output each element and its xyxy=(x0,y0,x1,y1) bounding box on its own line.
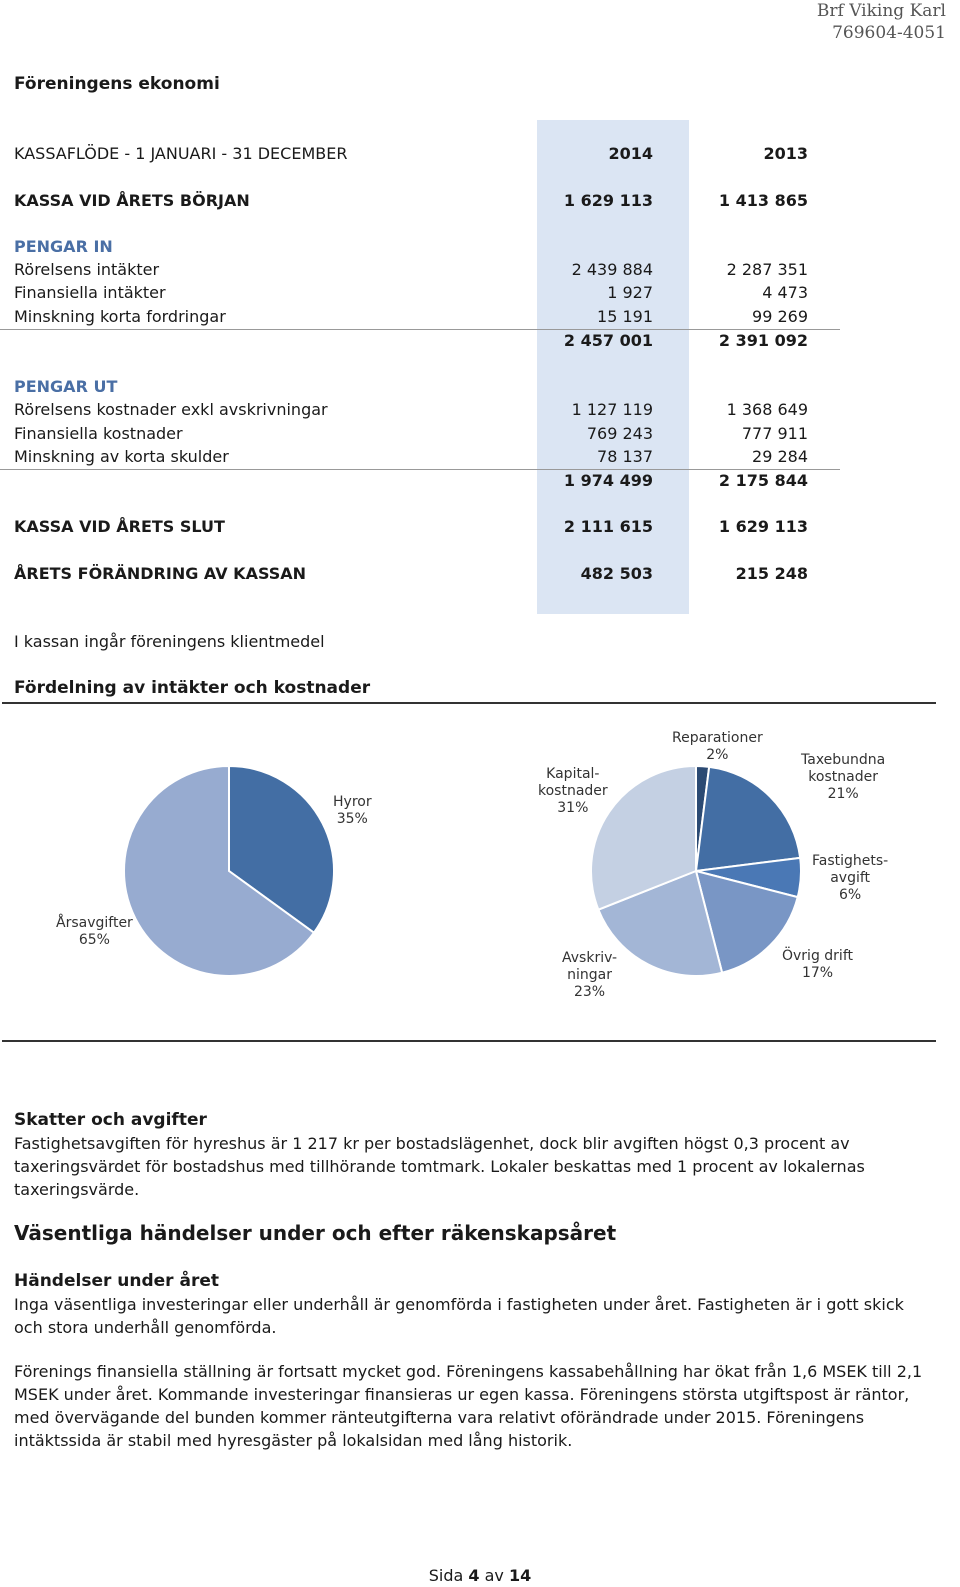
in-total-row xyxy=(14,330,814,352)
row-value-2014: 1 927 xyxy=(607,283,653,302)
taxes-text: Fastighetsavgiften för hyreshus är 1 217 kr per bostadslägenhet, dock blir avgiften högst 0,3 procent av taxeringsvärdet för bostadshus med tillhörande tomtmark. Lokaler beskattas med 1 procent av lokalernas taxeringsvärde. xyxy=(14,1134,865,1199)
section-title: Föreningens ekonomi xyxy=(14,74,220,94)
row-value-2014: 1 127 119 xyxy=(571,400,653,419)
year-2013: 2013 xyxy=(763,144,808,163)
row-value-2013: 2 287 351 xyxy=(726,260,808,279)
row-label: Minskning av korta skulder xyxy=(14,447,229,466)
in-total-2014: 2 457 001 xyxy=(563,331,653,350)
closing-balance-row xyxy=(14,516,814,538)
costs-pie-chart xyxy=(591,766,801,976)
events-section xyxy=(14,1270,934,1339)
table-row xyxy=(14,399,814,421)
taxes-section xyxy=(14,1109,934,1201)
income-pie-chart xyxy=(124,766,334,976)
in-total-2013: 2 391 092 xyxy=(718,331,808,350)
row-value-2014: 2 439 884 xyxy=(571,260,653,279)
table-row xyxy=(14,446,814,468)
footer-prefix: Sida xyxy=(428,1566,464,1585)
pie-label-hyror: Hyror 35% xyxy=(333,794,372,827)
closing-2013: 1 629 113 xyxy=(718,517,808,536)
cashflow-title: KASSAFLÖDE - 1 JANUARI - 31 DECEMBER xyxy=(14,144,348,163)
pie-label-kapitalkostnader: Kapital- kostnader 31% xyxy=(538,766,608,816)
divider xyxy=(2,1040,936,1042)
row-value-2013: 777 911 xyxy=(741,424,808,443)
change-2014: 482 503 xyxy=(580,564,653,583)
pie-label-taxebundna: Taxebundna kostnader 21% xyxy=(801,752,886,802)
distribution-title: Fördelning av intäkter och kostnader xyxy=(14,678,371,698)
org-header xyxy=(817,0,946,44)
footer-page: 4 xyxy=(468,1566,480,1585)
pie-label-fastighetsavgift: Fastighets- avgift 6% xyxy=(812,853,889,903)
org-name: Brf Viking Karl xyxy=(816,1,946,21)
row-label: Rörelsens kostnader exkl avskrivningar xyxy=(14,400,328,419)
opening-balance-row xyxy=(14,190,814,212)
client-funds-note: I kassan ingår föreningens klientmedel xyxy=(14,632,325,651)
pie-label-ovrig-drift: Övrig drift 17% xyxy=(782,948,853,981)
row-value-2014: 78 137 xyxy=(597,447,653,466)
change-row xyxy=(14,563,814,585)
pie-label-avskrivningar: Avskriv- ningar 23% xyxy=(562,950,618,1000)
closing-2014: 2 111 615 xyxy=(563,517,653,536)
events-text-1: Inga väsentliga investeringar eller underhåll är genomförda i fastigheten under året. Fastigheten är i gott skick och stora underhåll genomförda. xyxy=(14,1295,904,1337)
pengar-in-heading xyxy=(14,236,814,258)
row-value-2013: 1 368 649 xyxy=(726,400,808,419)
row-value-2014: 769 243 xyxy=(586,424,653,443)
out-total-row xyxy=(14,470,814,492)
pengar-ut-heading xyxy=(14,376,814,398)
pengar-ut-label: PENGAR UT xyxy=(14,377,118,396)
table-row xyxy=(14,423,814,445)
opening-2014: 1 629 113 xyxy=(563,191,653,210)
row-value-2013: 99 269 xyxy=(752,307,808,326)
footer-middle: av xyxy=(484,1566,504,1585)
row-label: Rörelsens intäkter xyxy=(14,260,160,279)
footer-total: 14 xyxy=(509,1566,532,1585)
taxes-title: Skatter och avgifter xyxy=(14,1110,207,1130)
row-value-2014: 15 191 xyxy=(597,307,653,326)
table-row xyxy=(14,306,814,328)
opening-2013: 1 413 865 xyxy=(718,191,808,210)
opening-label: KASSA VID ÅRETS BÖRJAN xyxy=(14,191,250,210)
divider xyxy=(2,702,936,704)
table-row xyxy=(14,282,814,304)
change-label: ÅRETS FÖRÄNDRING AV KASSAN xyxy=(14,564,307,583)
out-total-2014: 1 974 499 xyxy=(563,471,653,490)
pie-label-reparationer: Reparationer 2% xyxy=(672,730,763,763)
page-footer xyxy=(0,1566,960,1585)
row-label: Minskning korta fordringar xyxy=(14,307,226,326)
row-label: Finansiella intäkter xyxy=(14,283,166,302)
pengar-in-label: PENGAR IN xyxy=(14,237,113,256)
events-text-2: Förenings finansiella ställning är fortsatt mycket god. Föreningens kassabehållning har ökat från 1,6 MSEK till 2,1 MSEK under året. Kommande investeringar finansieras ur egen kassa. Föreningens största utgiftspost är räntor, med övervägande del bunden kommer ränteutgifterna vara relativt oförändrade under 2015. Föreningens intäktssida är stabil med hyresgäster på lokalsidan med lång historik. xyxy=(14,1362,923,1450)
closing-label: KASSA VID ÅRETS SLUT xyxy=(14,517,225,536)
change-2013: 215 248 xyxy=(735,564,808,583)
events-title: Väsentliga händelser under och efter räkenskapsåret xyxy=(14,1221,617,1245)
row-label: Finansiella kostnader xyxy=(14,424,183,443)
org-number: 769604-4051 xyxy=(832,23,946,43)
out-total-2013: 2 175 844 xyxy=(718,471,808,490)
pie-slice-taxebundna-kostnader xyxy=(696,767,800,871)
table-row xyxy=(14,259,814,281)
events-subtitle: Händelser under året xyxy=(14,1271,219,1291)
cashflow-header-row xyxy=(14,143,814,165)
row-value-2013: 4 473 xyxy=(762,283,808,302)
year-2014: 2014 xyxy=(608,144,653,163)
row-value-2013: 29 284 xyxy=(752,447,808,466)
pie-label-arsavgifter: Årsavgifter 65% xyxy=(56,915,133,948)
